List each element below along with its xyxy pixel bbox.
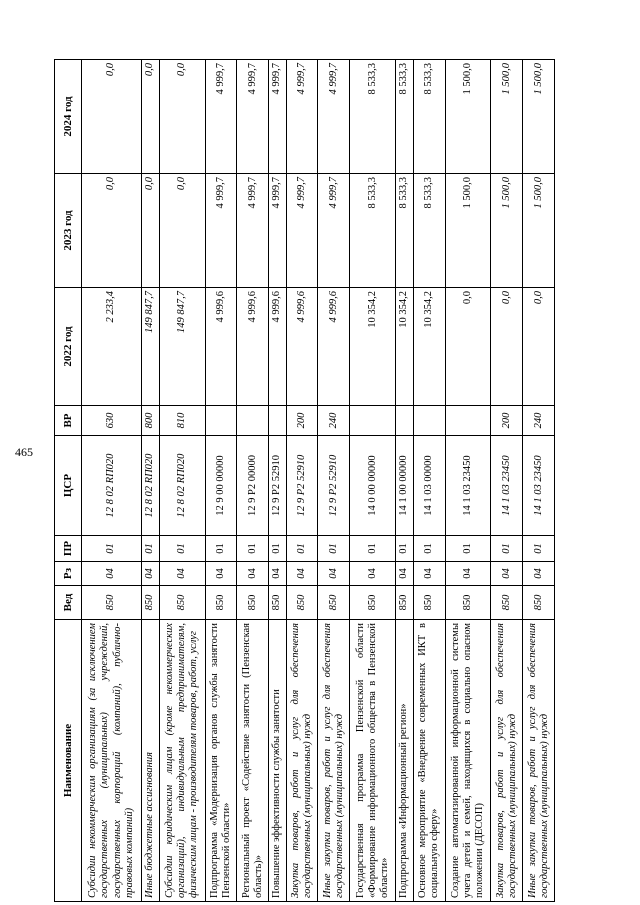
- row-2022: 2 233,4: [82, 288, 142, 406]
- row-2024: 0,0: [142, 60, 160, 174]
- row-2024: 4 999,7: [286, 60, 318, 174]
- row-pr: 01: [491, 536, 523, 562]
- row-rz: 04: [269, 562, 287, 586]
- header-2024: 2024 год: [55, 60, 82, 174]
- row-csr: 14 0 00 00000: [350, 436, 396, 536]
- row-2022: 0,0: [445, 288, 491, 406]
- row-2023: 0,0: [82, 174, 142, 288]
- row-vr: [413, 406, 445, 436]
- row-vr: 630: [82, 406, 142, 436]
- row-rz: 04: [350, 562, 396, 586]
- row-rz: 04: [205, 562, 237, 586]
- row-2023: 4 999,7: [205, 174, 237, 288]
- row-vr: [445, 406, 491, 436]
- header-csr: ЦСР: [55, 436, 82, 536]
- row-2023: 4 999,7: [318, 174, 350, 288]
- row-csr: 14 1 03 23450: [491, 436, 523, 536]
- row-vr: [205, 406, 237, 436]
- row-csr: 14 1 00 00000: [396, 436, 414, 536]
- row-2023: 4 999,7: [286, 174, 318, 288]
- row-csr: 12 9 P2 52910: [269, 436, 287, 536]
- row-vr: 200: [491, 406, 523, 436]
- row-2023: 8 533,3: [396, 174, 414, 288]
- row-ved: 850: [350, 586, 396, 620]
- row-name: Региональный проект «Содействие занятости (Пензенская область)»: [237, 620, 269, 902]
- row-rz: 04: [82, 562, 142, 586]
- row-csr: 14 1 03 00000: [413, 436, 445, 536]
- row-vr: 810: [159, 406, 205, 436]
- row-pr: 01: [82, 536, 142, 562]
- row-vr: [269, 406, 287, 436]
- row-name: Закупка товаров, работ и услуг для обеспечения государственных (муниципальных) нужд: [491, 620, 523, 902]
- row-2023: 4 999,7: [269, 174, 287, 288]
- table-header-row: [55, 60, 82, 902]
- row-csr: 12 8 02 RП020: [159, 436, 205, 536]
- budget-table-rotated: [54, 60, 555, 902]
- table-row: [523, 60, 555, 902]
- row-2023: 4 999,7: [237, 174, 269, 288]
- row-2022: 4 999,6: [286, 288, 318, 406]
- row-pr: 01: [318, 536, 350, 562]
- header-vr: ВР: [55, 406, 82, 436]
- row-name: Иные бюджетные ассигнования: [142, 620, 160, 902]
- row-csr: 14 1 03 23450: [445, 436, 491, 536]
- header-name: Наименование: [55, 620, 82, 902]
- row-name: Подпрограмма «Модернизация органов службы занятости Пензенской области»: [205, 620, 237, 902]
- row-name: Подпрограмма «Информационный регион»: [396, 620, 414, 902]
- row-name: Основное мероприятие «Внедрение современных ИКТ в социальную сферу»: [413, 620, 445, 902]
- row-name: Субсидии некоммерческим организациям (за исключением государственных (муниципальных) учреждений, государственных корпораций (компаний), публично-правовых компаний): [82, 620, 142, 902]
- row-name: Государственная программа Пензенской области «Формирование информационного общества в Пензенской области»: [350, 620, 396, 902]
- row-name: Повышение эффективности службы занятости: [269, 620, 287, 902]
- row-2023: 0,0: [142, 174, 160, 288]
- header-ved: Вед: [55, 586, 82, 620]
- row-name: Иные закупки товаров, работ и услуг для обеспечения государственных (муниципальных) нужд: [523, 620, 555, 902]
- row-rz: 04: [445, 562, 491, 586]
- row-2024: 4 999,7: [318, 60, 350, 174]
- row-pr: 01: [159, 536, 205, 562]
- row-2022: 4 999,6: [237, 288, 269, 406]
- header-rz: Рз: [55, 562, 82, 586]
- row-ved: 850: [142, 586, 160, 620]
- row-2022: 149 847,7: [159, 288, 205, 406]
- row-rz: 04: [396, 562, 414, 586]
- row-2022: 4 999,6: [269, 288, 287, 406]
- row-vr: [350, 406, 396, 436]
- row-ved: 850: [82, 586, 142, 620]
- table-row: [205, 60, 237, 902]
- row-csr: 12 8 02 RП020: [142, 436, 160, 536]
- table-row: [286, 60, 318, 902]
- row-2024: 8 533,3: [350, 60, 396, 174]
- row-pr: 01: [269, 536, 287, 562]
- row-rz: 04: [413, 562, 445, 586]
- row-ved: 850: [269, 586, 287, 620]
- row-rz: 04: [142, 562, 160, 586]
- row-2024: 0,0: [159, 60, 205, 174]
- row-name: Иные закупки товаров, работ и услуг для обеспечения государственных (муниципальных) нужд: [318, 620, 350, 902]
- row-2022: 4 999,6: [205, 288, 237, 406]
- row-pr: 01: [205, 536, 237, 562]
- row-ved: 850: [286, 586, 318, 620]
- row-ved: 850: [491, 586, 523, 620]
- row-2022: 149 847,7: [142, 288, 160, 406]
- row-2023: 0,0: [159, 174, 205, 288]
- row-2024: 0,0: [82, 60, 142, 174]
- header-2022: 2022 год: [55, 288, 82, 406]
- page-number: 465: [15, 445, 33, 459]
- row-name: Закупка товаров, работ и услуг для обеспечения государственных (муниципальных) нужд: [286, 620, 318, 902]
- row-rz: 04: [318, 562, 350, 586]
- row-pr: 01: [237, 536, 269, 562]
- row-vr: 240: [318, 406, 350, 436]
- row-csr: 12 9 00 00000: [205, 436, 237, 536]
- row-2024: 1 500,0: [491, 60, 523, 174]
- row-pr: 01: [350, 536, 396, 562]
- table-row: [159, 60, 205, 902]
- row-ved: 850: [159, 586, 205, 620]
- row-pr: 01: [445, 536, 491, 562]
- table-row: [413, 60, 445, 902]
- row-csr: 12 9 P2 52910: [318, 436, 350, 536]
- row-2023: 8 533,3: [413, 174, 445, 288]
- table-row: [318, 60, 350, 902]
- table-row: [237, 60, 269, 902]
- row-2023: 1 500,0: [445, 174, 491, 288]
- row-ved: 850: [523, 586, 555, 620]
- row-csr: 12 9 P2 00000: [237, 436, 269, 536]
- table-row: [445, 60, 491, 902]
- row-ved: 850: [413, 586, 445, 620]
- row-ved: 850: [205, 586, 237, 620]
- header-2023: 2023 год: [55, 174, 82, 288]
- row-2023: 1 500,0: [491, 174, 523, 288]
- row-vr: 240: [523, 406, 555, 436]
- row-csr: 12 9 P2 52910: [286, 436, 318, 536]
- row-2022: 10 354,2: [396, 288, 414, 406]
- row-name: Создание автоматизированной информационной системы учета детей и семей, находящихся в социально опасном положении (ДЕСОП): [445, 620, 491, 902]
- row-2022: 0,0: [491, 288, 523, 406]
- table-row: [82, 60, 142, 902]
- row-vr: 800: [142, 406, 160, 436]
- row-2022: 10 354,2: [413, 288, 445, 406]
- row-2024: 1 500,0: [523, 60, 555, 174]
- row-ved: 850: [396, 586, 414, 620]
- row-2024: 8 533,3: [413, 60, 445, 174]
- row-2022: 4 999,6: [318, 288, 350, 406]
- row-pr: 01: [523, 536, 555, 562]
- row-vr: 200: [286, 406, 318, 436]
- row-2023: 8 533,3: [350, 174, 396, 288]
- row-ved: 850: [237, 586, 269, 620]
- row-csr: 12 8 02 RП020: [82, 436, 142, 536]
- header-pr: ПР: [55, 536, 82, 562]
- row-rz: 04: [159, 562, 205, 586]
- row-rz: 04: [523, 562, 555, 586]
- row-2024: 8 533,3: [396, 60, 414, 174]
- row-rz: 04: [491, 562, 523, 586]
- row-2022: 10 354,2: [350, 288, 396, 406]
- table-row: [142, 60, 160, 902]
- row-pr: 01: [413, 536, 445, 562]
- row-pr: 01: [286, 536, 318, 562]
- budget-table: [54, 59, 555, 902]
- row-rz: 04: [286, 562, 318, 586]
- table-row: [350, 60, 396, 902]
- row-2024: 4 999,7: [205, 60, 237, 174]
- row-vr: [396, 406, 414, 436]
- row-name: Субсидии юридическим лицам (кроме некоммерческих организаций), индивидуальным предпринимателям, физическим лицам - производителям товаров, работ, услуг: [159, 620, 205, 902]
- row-pr: 01: [396, 536, 414, 562]
- row-rz: 04: [237, 562, 269, 586]
- row-2023: 1 500,0: [523, 174, 555, 288]
- table-row: [396, 60, 414, 902]
- table-row: [269, 60, 287, 902]
- row-vr: [237, 406, 269, 436]
- row-2024: 4 999,7: [237, 60, 269, 174]
- row-ved: 850: [318, 586, 350, 620]
- row-2022: 0,0: [523, 288, 555, 406]
- row-2024: 1 500,0: [445, 60, 491, 174]
- row-pr: 01: [142, 536, 160, 562]
- row-2024: 4 999,7: [269, 60, 287, 174]
- row-csr: 14 1 03 23450: [523, 436, 555, 536]
- table-row: [491, 60, 523, 902]
- row-ved: 850: [445, 586, 491, 620]
